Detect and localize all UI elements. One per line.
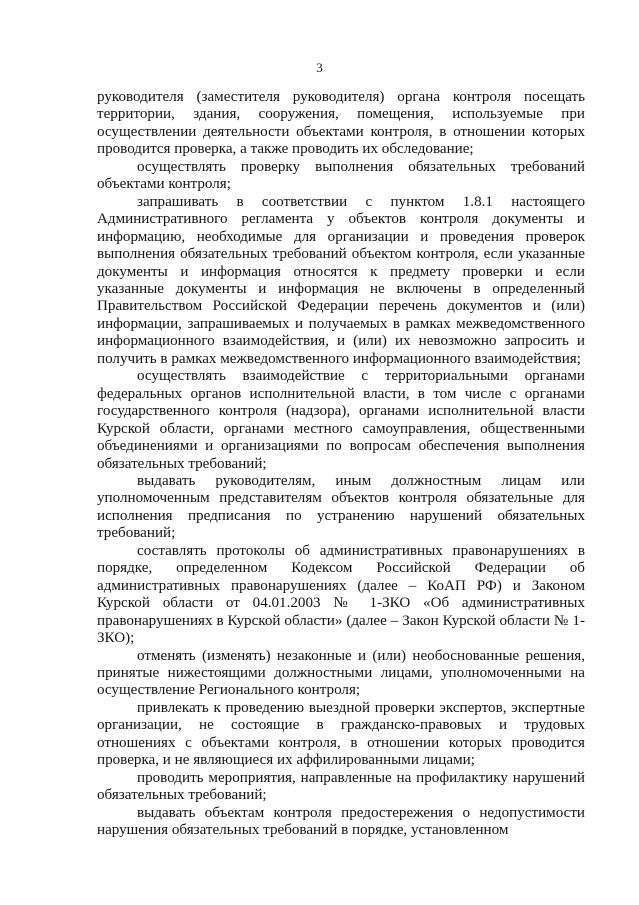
paragraph-7: отменять (изменять) незаконные и (или) необоснованные решения, принятые нижестоящими должностными лицами, уполномоченными на осуществление Регионального контроля; bbox=[97, 647, 585, 699]
paragraph-2: осуществлять проверку выполнения обязательных требований объектами контроля; bbox=[97, 158, 585, 193]
paragraph-1: руководителя (заместителя руководителя) органа контроля посещать территории, здания, сооружения, помещения, используемые при осуществлении деятельности объектами контроля, в отношении которых проводится проверка, а также проводить их обследование; bbox=[97, 89, 585, 158]
page-number: 3 bbox=[316, 60, 323, 75]
paragraph-9: проводить мероприятия, направленные на профилактику нарушений обязательных требований; bbox=[97, 769, 585, 804]
paragraph-10: выдавать объектам контроля предостережения о недопустимости нарушения обязательных требований в порядке, установленном bbox=[97, 804, 585, 839]
paragraph-8: привлекать к проведению выездной проверки экспертов, экспертные организации, не состоящие в гражданско-правовых и трудовых отношениях с объектами контроля, в отношении которых проводится проверка, и не являющиеся их аффилированными лицами; bbox=[97, 699, 585, 769]
paragraph-6: составлять протоколы об административных правонарушениях в порядке, определенном Кодексом Российской Федерации об административных правонарушениях (далее – КоАП РФ) и Законом Курской области от 04.01.2003 № 1-ЗКО «Об административных правонарушениях в Курской области» (далее – Закон Курской области № 1-ЗКО); bbox=[97, 542, 585, 647]
paragraph-5: выдавать руководителям, иным должностным лицам или уполномоченным представителям объектов контроля обязательные для исполнения предписания по устранению нарушений обязательных требований; bbox=[97, 472, 585, 542]
document-body bbox=[97, 89, 585, 839]
paragraph-3: запрашивать в соответствии с пунктом 1.8.1 настоящего Административного регламента у объектов контроля документы и информацию, необходимые для организации и проведения проверок выполнения обязательных требований объектом контроля, если указанные документы и информация относятся к предмету проверки и если указанные документы и информация не включены в определенный Правительством Российской Федерации перечень документов и (или) информации, запрашиваемых и получаемых в рамках межведомственного информационного взаимодействия, и (или) их невозможно запросить и получить в рамках межведомственного информационного взаимодействия; bbox=[97, 193, 585, 367]
paragraph-4: осуществлять взаимодействие с территориальными органами федеральных органов исполнительной власти, в том числе с органами государственного контроля (надзора), органами исполнительной власти Курской области, органами местного самоуправления, общественными объединениями и организациями по вопросам обеспечения выполнения обязательных требований; bbox=[97, 368, 585, 472]
